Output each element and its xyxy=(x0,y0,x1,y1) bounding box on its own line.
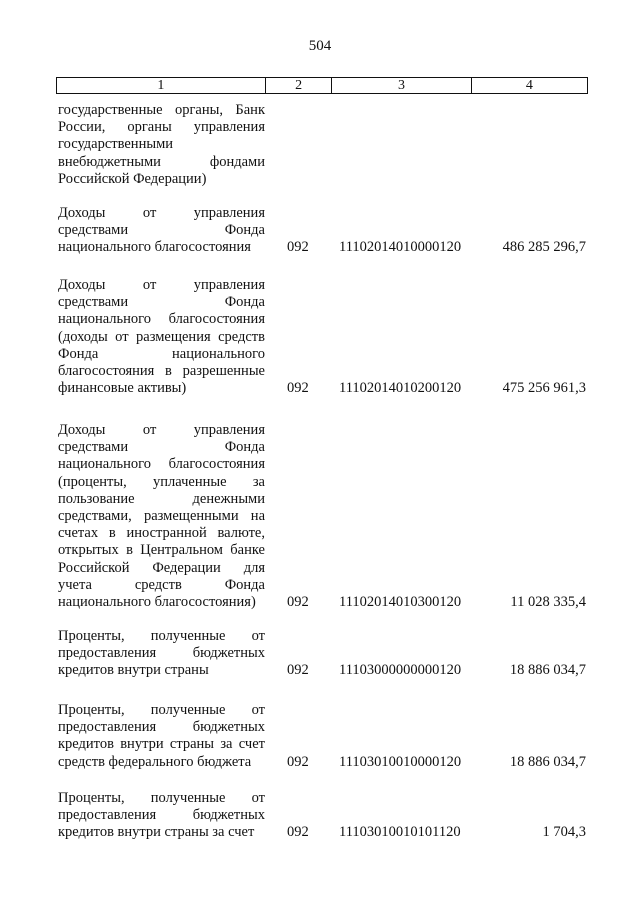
description-line: Доходы от управления xyxy=(58,205,265,221)
description-line: национального благосостояния xyxy=(58,239,251,256)
admin-code: 092 xyxy=(287,824,309,841)
amount: 18 886 034,7 xyxy=(509,753,586,770)
table-row xyxy=(0,102,640,188)
table-row xyxy=(0,205,640,257)
column-header-2: 2 xyxy=(265,78,332,94)
amount: 11 028 335,4 xyxy=(510,594,586,610)
amount: 18 886 034,7 xyxy=(509,662,586,679)
description-line: государственные органы, Банк xyxy=(58,102,265,118)
row-description xyxy=(58,790,265,842)
column-header-1: 1 xyxy=(57,78,266,94)
budget-code: 11103000000000120 xyxy=(339,662,462,679)
description-line: учета средств Фонда xyxy=(58,576,265,593)
description-line: Фонда национального xyxy=(58,345,265,362)
description-line: внебюджетными фондами xyxy=(58,153,265,170)
description-line: предоставления бюджетных xyxy=(58,807,265,824)
admin-code: 092 xyxy=(287,753,309,770)
description-line: средствами Фонда xyxy=(58,439,265,456)
description-line: национального благосостояния xyxy=(58,456,265,473)
budget-code: 11103010010000120 xyxy=(339,753,462,770)
description-line: национального благосостояния) xyxy=(58,594,256,611)
description-line: пользование денежными xyxy=(58,490,265,507)
table-row xyxy=(0,422,640,611)
description-line: Проценты, полученные от xyxy=(58,628,265,644)
description-line: благосостояния в разрешенные xyxy=(58,363,265,380)
description-line: Доходы от управления xyxy=(58,277,265,293)
table-row xyxy=(0,790,640,842)
description-line: (доходы от размещения средств xyxy=(58,328,265,345)
description-line: средствами, размещенными на xyxy=(58,508,265,525)
description-line: кредитов внутри страны xyxy=(58,662,209,679)
admin-code: 092 xyxy=(287,662,309,679)
description-line: средствами Фонда xyxy=(58,294,265,311)
budget-code: 11102014010000120 xyxy=(339,239,462,256)
description-line: Проценты, полученные от xyxy=(58,790,265,806)
description-line: Доходы от управления xyxy=(58,422,265,438)
description-line: средствами Фонда xyxy=(58,222,265,239)
description-line: национального благосостояния xyxy=(58,311,265,328)
description-line: счетах в иностранной валюте, xyxy=(58,525,265,542)
admin-code: 092 xyxy=(287,380,309,397)
admin-code: 092 xyxy=(287,239,309,256)
budget-code: 11103010010101120 xyxy=(339,824,461,841)
budget-code: 11102014010200120 xyxy=(339,380,462,397)
amount: 475 256 961,3 xyxy=(502,380,586,397)
row-description xyxy=(58,422,265,611)
description-line: государственными xyxy=(58,136,174,153)
column-header-4: 4 xyxy=(471,78,587,94)
table-row xyxy=(0,628,640,680)
description-line: средств федерального бюджета xyxy=(58,753,252,770)
description-line: открытых в Центральном банке xyxy=(58,542,265,559)
description-line: (проценты, уплаченные за xyxy=(58,473,265,490)
table-row xyxy=(0,702,640,771)
admin-code: 092 xyxy=(287,594,309,610)
description-line: Российской Федерации) xyxy=(58,170,207,187)
row-description xyxy=(58,102,265,188)
amount: 486 285 296,7 xyxy=(502,239,586,256)
amount: 1 704,3 xyxy=(542,824,586,841)
row-description xyxy=(58,277,265,397)
row-description xyxy=(58,702,265,771)
description-line: финансовые активы) xyxy=(58,380,187,397)
row-description xyxy=(58,205,265,257)
page-number: 504 xyxy=(308,38,332,54)
description-line: Российской Федерации для xyxy=(58,559,265,576)
budget-code: 11102014010300120 xyxy=(339,594,462,610)
description-line: предоставления бюджетных xyxy=(58,645,265,662)
description-line: Проценты, полученные от xyxy=(58,702,265,718)
description-line: предоставления бюджетных xyxy=(58,719,265,736)
description-line: кредитов внутри страны за счет xyxy=(58,824,255,841)
column-header-table xyxy=(56,77,588,94)
description-line: России, органы управления xyxy=(58,119,265,136)
table-row xyxy=(0,277,640,397)
row-description xyxy=(58,628,265,680)
description-line: кредитов внутри страны за счет xyxy=(58,736,265,753)
column-header-3: 3 xyxy=(332,78,471,94)
